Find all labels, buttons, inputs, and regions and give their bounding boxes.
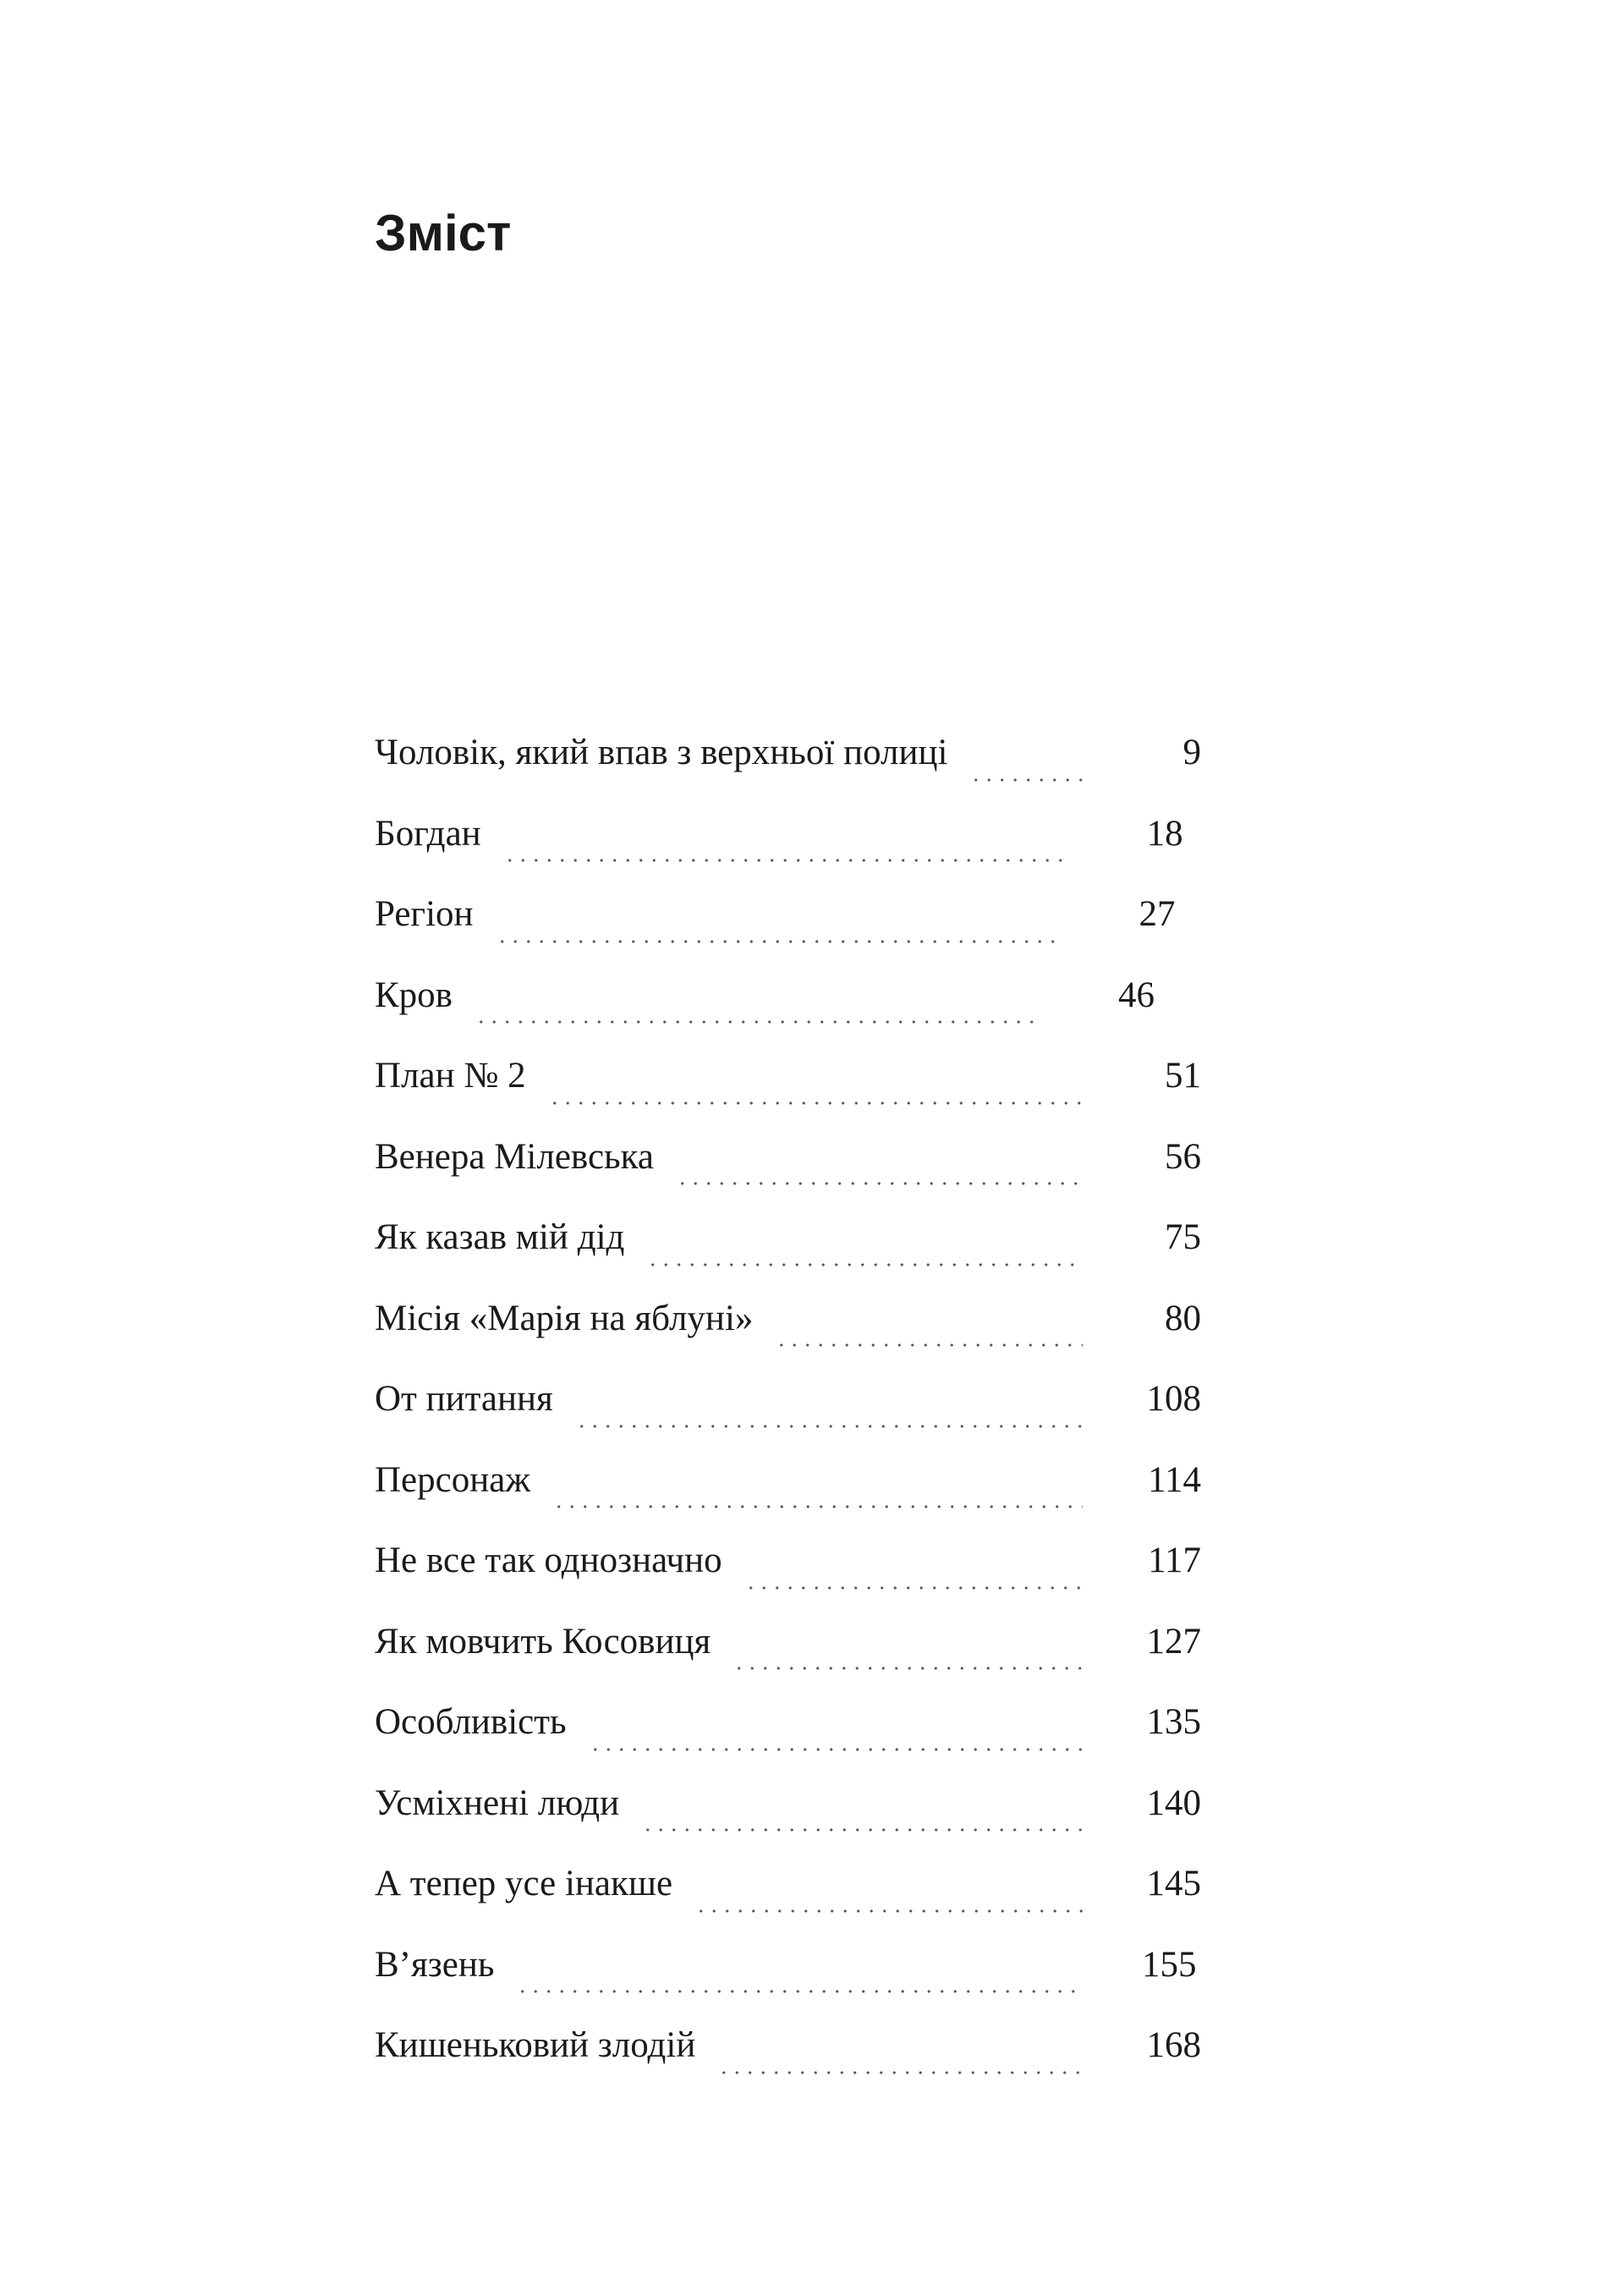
toc-entry[interactable] xyxy=(375,813,1201,897)
dot-leader xyxy=(775,1343,1083,1347)
toc-entry-page: 75 xyxy=(1165,1217,1201,1257)
dot-leader xyxy=(717,2071,1083,2074)
toc-entry[interactable] xyxy=(375,1865,1201,1947)
toc-entry-page: 9 xyxy=(1182,733,1201,772)
toc-entry[interactable] xyxy=(375,1782,1201,1866)
toc-entry-title: Як казав мій дід xyxy=(375,1217,625,1257)
dot-leader xyxy=(516,1990,1078,1993)
toc-entry[interactable] xyxy=(375,1944,1201,2028)
toc-entry[interactable] xyxy=(375,1623,1201,1705)
dot-leader xyxy=(676,1182,1083,1185)
toc-entry-page: 56 xyxy=(1165,1136,1201,1177)
toc-entry-page: 18 xyxy=(1146,813,1183,854)
toc-entry-page: 168 xyxy=(1146,2025,1201,2065)
toc-entry[interactable] xyxy=(375,1057,1201,1139)
toc-entry[interactable] xyxy=(375,1136,1201,1220)
toc-entry-title: Кишеньковий злодій xyxy=(375,2025,696,2065)
toc-entry-page: 46 xyxy=(1117,975,1155,1015)
dot-leader xyxy=(641,1828,1083,1832)
toc-entry-page: 135 xyxy=(1146,1702,1201,1742)
dot-leader xyxy=(694,1909,1083,1913)
toc-entry[interactable] xyxy=(375,1219,1201,1300)
toc-entry-page: 51 xyxy=(1165,1056,1201,1096)
toc-entry[interactable] xyxy=(375,734,1201,816)
toc-entry[interactable] xyxy=(375,1300,1201,1381)
dot-leader xyxy=(732,1667,1083,1670)
toc-entry-title: Регіон xyxy=(375,894,474,934)
toc-entry-title: В’язень xyxy=(375,1944,495,1985)
toc-entry-page: 127 xyxy=(1146,1621,1201,1662)
toc-entry-title: Кров xyxy=(375,975,453,1015)
toc-entry-title: Усміхнені люди xyxy=(375,1782,620,1823)
toc-entry-title: Не все так однозначно xyxy=(375,1541,722,1580)
toc-entry-page: 27 xyxy=(1138,894,1176,934)
toc-entry[interactable] xyxy=(375,1381,1201,1462)
toc-entry-title: Персонаж xyxy=(375,1459,531,1500)
toc-entry-title: Місія «Марія на яблуні» xyxy=(375,1298,754,1338)
toc-entry-page: 108 xyxy=(1146,1379,1201,1419)
toc-entry-title: Чоловік, який впав з верхньої полиці xyxy=(375,733,948,772)
table-of-contents xyxy=(375,734,1201,2108)
toc-entry-title: Особливість xyxy=(375,1702,567,1742)
toc-entry-page: 80 xyxy=(1165,1298,1201,1338)
dot-leader xyxy=(503,859,1065,862)
toc-entry-title: Венера Мілевська xyxy=(375,1136,654,1177)
dot-leader xyxy=(589,1748,1083,1751)
toc-entry[interactable] xyxy=(375,1704,1201,1785)
toc-entry-title: А тепер усе інакше xyxy=(375,1864,673,1903)
dot-leader xyxy=(575,1425,1083,1428)
toc-entry[interactable] xyxy=(375,1542,1201,1623)
toc-entry[interactable] xyxy=(375,1459,1201,1543)
toc-entry-title: План № 2 xyxy=(375,1056,526,1096)
dot-leader xyxy=(475,1020,1036,1024)
toc-entry[interactable] xyxy=(375,977,1201,1058)
toc-entry[interactable] xyxy=(375,896,1201,977)
page-title: Зміст xyxy=(375,205,512,261)
toc-entry-page: 145 xyxy=(1146,1864,1201,1903)
dot-leader xyxy=(646,1263,1083,1266)
dot-leader xyxy=(552,1505,1083,1508)
toc-entry-page: 140 xyxy=(1146,1782,1201,1823)
dot-leader xyxy=(496,940,1057,943)
toc-entry-title: Богдан xyxy=(375,813,481,854)
toc-entry-page: 117 xyxy=(1148,1541,1201,1580)
toc-entry-title: От питання xyxy=(375,1379,553,1419)
toc-entry-page: 114 xyxy=(1148,1459,1201,1500)
dot-leader xyxy=(969,778,1083,782)
dot-leader xyxy=(548,1101,1083,1105)
toc-entry-title: Як мовчить Косовиця xyxy=(375,1621,711,1662)
toc-entry-page: 155 xyxy=(1141,1944,1197,1985)
dot-leader xyxy=(744,1586,1083,1590)
toc-entry[interactable] xyxy=(375,2027,1201,2108)
